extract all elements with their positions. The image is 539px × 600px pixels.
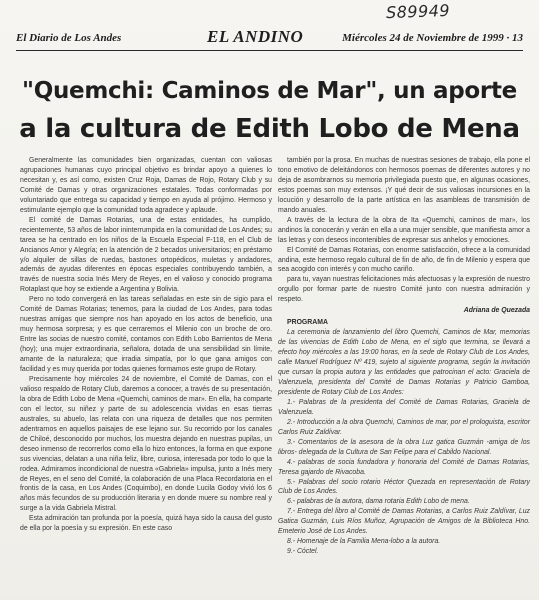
right-column	[278, 156, 530, 557]
archive-stamp: S89949	[385, 0, 451, 23]
article-headline	[18, 72, 521, 148]
scan-edge	[0, 592, 539, 600]
program-item: 2.- Introducción a la obra Quemchi, Caminos de mar, por el prologuista, escritor Carlos Ruiz Zaldívar.	[278, 418, 530, 436]
paragraph: Precisamente hoy miércoles 24 de noviembre, el Comité de Damas, con el valioso respaldo de Rotary Club, daremos a conocer, a través de su presentación, la obra de Edith Lobo de Mena «Quemchi, caminos de mar». En ella, ha comparte con el lector, su niñez y parte de su adolescencia vividas en esas tierras australes, su abuelo, las relata con una riqueza de detalles que nos permiten adentrarnos en aquellos paisajes de ese lejano sur. Su recorrido por los canales de Chiloé, desconocido por muchos, los muestra dejando en nuestras pupilas, un deseo inmenso de recorrerlos como ella lo hizo entonces, la forma en que expone sus vivencias, delatan a una niña feliz, libre, curiosa, interesada por todo lo que la rodea. Admiramos incondicional de nuestra «Gabriela» impulsa, junto a Inés mery de Reyes, en el seno del Comité, la colaboración de una Placa Recordatoria en el frontis de la casa, en Los Andes (Coquimbo), en donde Lucila Godoy vivió los 6 años más fecundos de su producción literaria y en donde muere su nombre real y surge a la vida Gabriela Mistral.	[20, 375, 272, 513]
header-rule	[16, 50, 523, 51]
program-item: 8.- Homenaje de la Familia Mena-lobo a la autora.	[287, 538, 441, 546]
program-item: 5.- Palabras del socio rotario Héctor Quezada en representación de Rotary Club de Los Andes.	[278, 478, 530, 496]
author-signature: Adriana de Quezada	[463, 307, 530, 315]
paragraph: El comité de Damas Rotarias, una de estas entidades, ha cumplido, recientemente, 53 años de labor ininterrumpida en la comunidad de Los Andes; su tarea se ha centrado en los niños de la Escuela Especial F-118, en el Club de Ancianos Amor y Alegría; en la atención de 2 becados universitarios; en préstamo y/o alquiler de sillas de ruedas, bastones ortopédicos, muletas y andadores, además de ayudas diferentes en épocas especiales contribuyendo también, a través de nuestra socia Inés Mery de Reyes, en el valioso y conocido programa Rotaplast que hoy se extiende a Argentina y Bolivia.	[20, 216, 272, 294]
program-item: 6.- palabras de la autora, dama rotaria Edith Lobo de mena.	[287, 498, 470, 506]
program-item: 4.- palabras de socia fundadora y honoraria del Comité de Damas Rotarias, Teresa gajardo de Rivacoba.	[278, 458, 530, 476]
paragraph: Esta admiración tan profunda por la poesía, quizá haya sido la causa del gusto de ella por la poesía y su expresión. En este caso	[20, 515, 272, 533]
paragraph: también por la prosa. En muchas de nuestras sesiones de trabajo, ella pone el tono emotivo de deleitándonos con hermosos poemas de diferentes autores y no deja de asombrarnos su memoria privilegiada puesto que, en algunas ocasiones, estos poemas son muy extensos. ¡Y qué decir de sus valiosas incursiones en la locución y desarrollo de la parte artística en las asambleas de transmisión de mando anuales.	[278, 157, 530, 214]
program-heading: PROGRAMA	[287, 319, 328, 327]
program-item: 9.- Cóctel.	[287, 548, 319, 556]
program-list	[278, 398, 530, 557]
paragraph: Pero no todo convergerá en las tareas señaladas en este sin de sigio para el Comité de Damas Rotarias; tenemos, para la ciudad de Los Andes, para todas nuestras amigas que siempre nos han apoyado en los actos de beneficio, una muy hermosa sorpresa; y es que cerraremos el Milenio con un broche de oro. Entre las socias de nuestro comité, contamos con Edith Lobo Barrientos de Mena (hoy); una mujer extraordinaria, señalora, dotada de una sensibilidad sin límite, amante de la naturaleza; que irradia simpatía, por lo que gana amigos con facilidad y es muy querida por todas quienes formamos este grupo de Rotary.	[20, 296, 272, 374]
paragraph: para tu, vayan nuestras felicitaciones más afectuosas y la expresión de nuestro orgullo por formar parte de nuestro Comité junto con nuestra admiración y respeto.	[278, 276, 530, 304]
headline-line-1: "Quemchi: Caminos de Mar", un aporte	[22, 78, 517, 104]
program-item: 7.- Entrega del libro al Comité de Damas Rotarias, a Carlos Ruiz Zaldívar, Luz Gatica Guzmán, Luis Ríos Muñoz, Agrupación de Amigos de la Biblioteca Hno. Emeterio José de Los Andes.	[278, 508, 530, 536]
program-intro: La ceremonia de lanzamiento del libro Quemchi, Caminos de Mar, memorias de las vivencias de Edith Lobo de Mena, en el siglo que termina, se llevará a efecto hoy miércoles a las 19:00 horas, en la sede de Rotary Club de Los Andes, calle Manuel Rodríguez Nº 419, sujeto al siguiente programa, según la invitación que cursan la propia autora y las entidades que patrocinan el acto: Graciela de Valenzuela, presidenta del Comité de Damas Rotarias y Patricio Gamboa, presidente de Rotary Club de Los Andes:	[278, 329, 530, 396]
paragraph: El Comité de Damas Rotarias, con enorme satisfacción, ofrece a la comunidad andina, este hermoso regalo cultural de fin de año, de fin de Milenio y espera que sea acogido con interés y con mucho cariño.	[278, 246, 530, 274]
left-column	[20, 156, 272, 534]
paragraph: A través de la lectura de la obra de Ita «Quemchi, caminos de mar», los andinos la conocerán y verán en ella a una mujer sensible, que manifiesta amor a las letras y con deseos incontenibles de expresar sus anhelos y emociones.	[278, 216, 530, 244]
paragraph: Generalmente las comunidades bien organizadas, cuentan con valiosas agrupaciones humanas cuyo principal objetivo es brindar apoyo a quienes lo necesitan y, es así como, existen Cruz Roja, Damas de Rojo, Rotary Club y su Comité de Damas y otras organizaciones estatales. Todas conformadas por voluntariado que entrega su capacidad y tiempo en ayuda al prójimo. Hermoso y estimulante ejemplo que la comunidad toda agradece y aplaude.	[20, 157, 272, 214]
page-header	[16, 28, 523, 50]
headline-line-2: a la cultura de Edith Lobo de Mena	[19, 114, 520, 144]
program-item: 3.- Comentarios de la asesora de la obra Luz gatica Guzmán -amiga de los libros- delegada de la Cultura de San Felipe para el Cabildo Nacional.	[278, 438, 530, 456]
header-date: Miércoles 24 de Noviembre de 1999 · 13	[342, 32, 523, 44]
program-item: 1.- Palabras de la presidenta del Comité de Damas Rotarias, Graciela de Valenzuela.	[278, 398, 530, 416]
header-section: EL ANDINO	[207, 27, 304, 46]
header-publication: El Diario de Los Andes	[16, 32, 122, 44]
